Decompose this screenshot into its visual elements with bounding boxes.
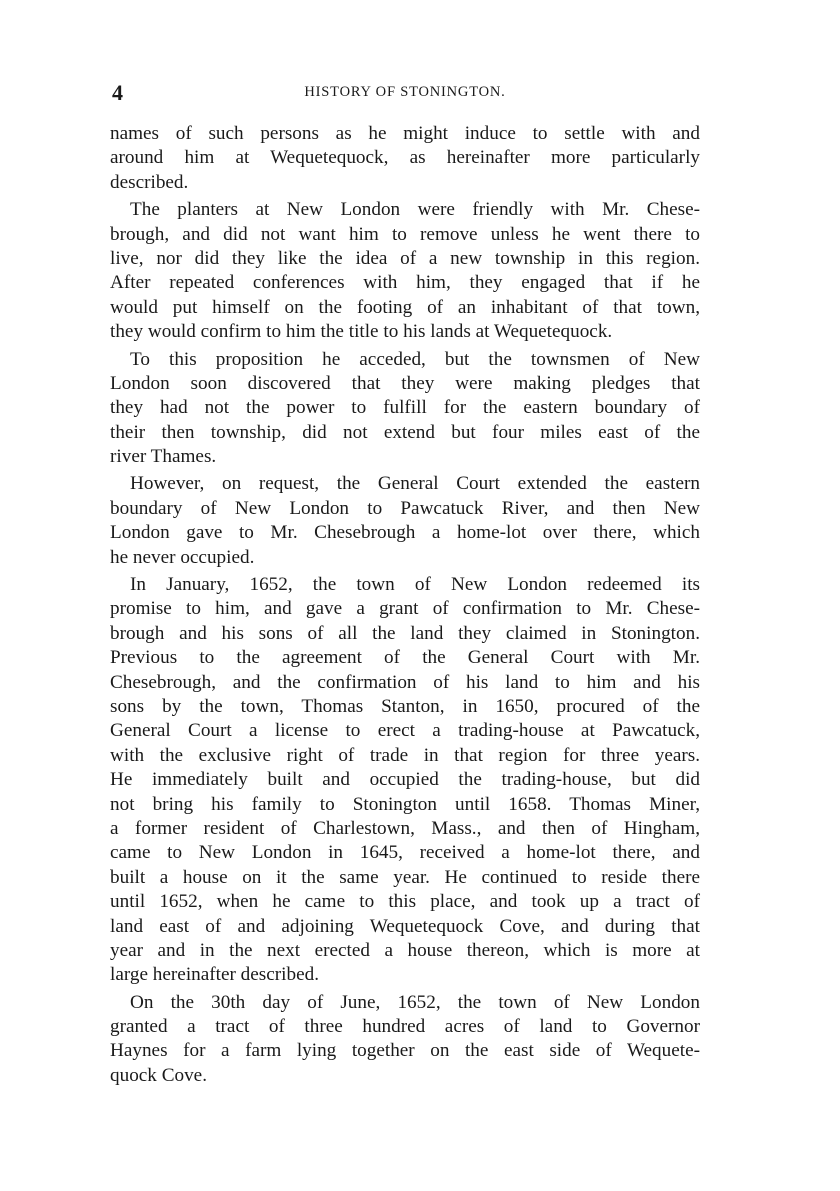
text-line: described. xyxy=(110,171,189,193)
text-line: brough, and did not want him to remove unless he went there to xyxy=(110,223,700,245)
text-line: London soon discovered that they were making pledges that xyxy=(110,372,700,394)
text-line: a former resident of Charlestown, Mass., and then of Hingham, xyxy=(110,817,700,839)
text-line: quock Cove. xyxy=(110,1064,207,1086)
text-line: their then township, did not extend but four miles east of the xyxy=(110,421,700,443)
text-line: river Thames. xyxy=(110,446,217,468)
paragraph xyxy=(110,348,700,470)
text-line: After repeated conferences with him, they engaged that if he xyxy=(110,272,700,294)
paragraph xyxy=(110,198,700,344)
text-line: granted a tract of three hundred acres of land to Governor xyxy=(110,1016,700,1038)
text-line: Chesebrough, and the confirmation of his land to him and his xyxy=(110,671,700,693)
text-line: built a house on it the same year. He continued to reside there xyxy=(110,866,700,888)
text-line: promise to him, and gave a grant of confirmation to Mr. Chese- xyxy=(110,598,700,620)
text-line: they had not the power to fulfill for the eastern boundary of xyxy=(110,397,700,419)
paragraph xyxy=(110,122,700,195)
text-line: In January, 1652, the town of New London redeemed its xyxy=(130,574,700,596)
paragraph xyxy=(110,573,700,988)
text-line: live, nor did they like the idea of a new township in this region. xyxy=(110,247,700,269)
text-line: Haynes for a farm lying together on the east side of Wequete- xyxy=(110,1040,700,1062)
text-line: To this proposition he acceded, but the townsmen of New xyxy=(130,348,700,370)
text-line: Previous to the agreement of the General Court with Mr. xyxy=(110,647,700,669)
text-line: General Court a license to erect a trading-house at Pawcatuck, xyxy=(110,720,700,742)
text-line: he never occupied. xyxy=(110,546,255,568)
running-title: HISTORY OF STONINGTON. xyxy=(304,84,506,100)
paragraph xyxy=(110,472,700,570)
text-line: not bring his family to Stonington until 1658. Thomas Miner, xyxy=(110,793,700,815)
text-line: On the 30th day of June, 1652, the town of New London xyxy=(130,991,700,1013)
text-line: they would confirm to him the title to his lands at Wequetequock. xyxy=(110,321,613,343)
text-line: with the exclusive right of trade in that region for three years. xyxy=(110,744,700,766)
text-line: The planters at New London were friendly with Mr. Chese- xyxy=(130,199,700,221)
text-line: until 1652, when he came to this place, and took up a tract of xyxy=(110,891,700,913)
text-line: around him at Wequetequock, as hereinafter more particularly xyxy=(110,147,700,169)
text-line: large hereinafter described. xyxy=(110,964,319,986)
text-line: names of such persons as he might induce to settle with and xyxy=(110,123,700,144)
text-line: London gave to Mr. Chesebrough a home-lot over there, which xyxy=(110,522,700,544)
text-line: would put himself on the footing of an inhabitant of that town, xyxy=(110,296,700,318)
text-line: came to New London in 1645, received a home-lot there, and xyxy=(110,842,700,864)
text-line: year and in the next erected a house thereon, which is more at xyxy=(110,939,700,961)
text-line: brough and his sons of all the land they claimed in Stonington. xyxy=(110,622,700,644)
paragraph xyxy=(110,991,700,1089)
text-line: land east of and adjoining Wequetequock Cove, and during that xyxy=(110,915,700,937)
running-header xyxy=(110,80,700,106)
text-line: He immediately built and occupied the trading-house, but did xyxy=(110,769,700,791)
text-line: sons by the town, Thomas Stanton, in 1650, procured of the xyxy=(110,695,700,717)
text-line: boundary of New London to Pawcatuck River, and then New xyxy=(110,497,700,519)
page-number: 4 xyxy=(112,80,123,105)
page-body xyxy=(110,122,700,1091)
text-line: However, on request, the General Court extended the eastern xyxy=(130,473,700,495)
